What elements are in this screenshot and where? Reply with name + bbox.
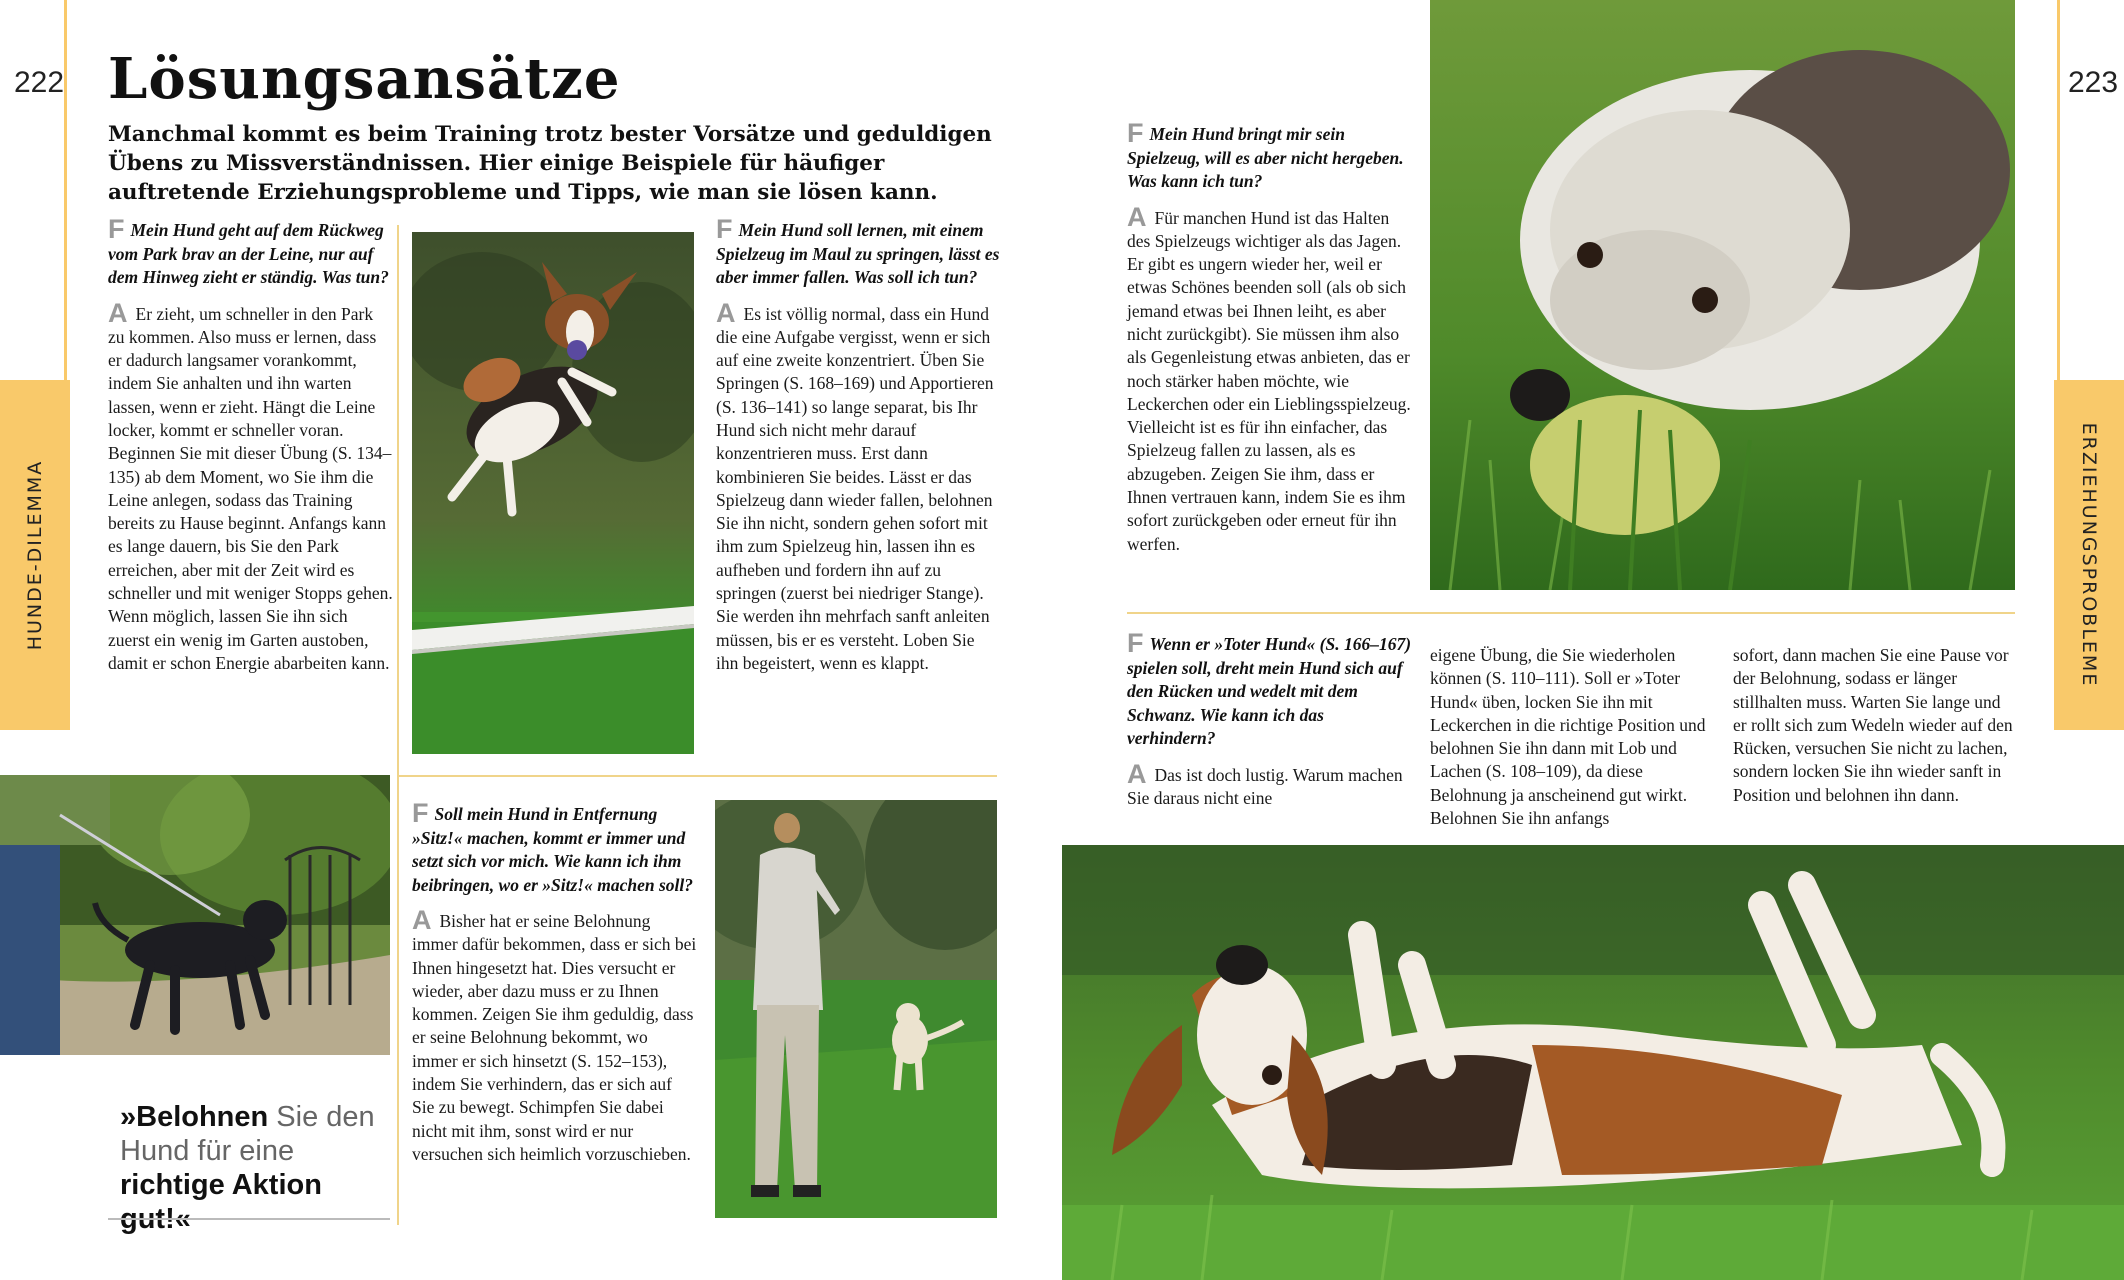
page-edge-line-right xyxy=(2057,0,2060,380)
side-tab-right xyxy=(2054,380,2124,730)
question-text: F Mein Hund bringt mir sein Spielzeug, will es aber nicht hergeben. Was kann ich tun? xyxy=(1127,118,1404,191)
answer-letter: A xyxy=(1127,758,1147,789)
quote-bold-start: »Belohnen xyxy=(120,1101,269,1133)
answer-text: A Es ist völlig normal, dass ein Hund die eine Aufgabe vergisst, wenn er sich auf eine zweite konzentriert. Üben Sie Springen (S. 168–169) und Apportieren (S. 136–141) so lange separat, bis Ihr Hund sich nicht mehr darauf konzentrieren muss. Erst dann kombinieren Sie beides. Lässt er das Spielzeug dann wieder fallen, belohnen Sie ihn nicht, sondern gehen sofort mit ihm zum Spielzeug hin, lassen ihn es aufheben und fordern ihn auf zu springen (zuerst bei niedriger Stange). Sie werden ihn mehrfach sanft anleiten müssen, bis er es versteht. Loben Sie ihn begeistert, wenn es klappt. xyxy=(716,297,994,673)
side-tab-left xyxy=(0,380,70,730)
pull-quote xyxy=(120,1100,382,1236)
answer-letter: A xyxy=(1127,201,1147,232)
question-letter: F xyxy=(1127,628,1144,658)
answer-letter: A xyxy=(412,905,432,935)
qa-block-3 xyxy=(412,798,697,1166)
page-edge-line-left xyxy=(64,0,67,380)
qa-block-5-col3 xyxy=(1733,644,2018,807)
question-letter: F xyxy=(1127,118,1144,148)
side-tab-label-left: HUNDE-DILEMMA xyxy=(24,459,46,651)
photo-terrier-with-ball xyxy=(1430,0,2015,590)
question-letter: F xyxy=(716,214,733,244)
question-letter: F xyxy=(108,214,125,244)
section-divider-left xyxy=(397,775,997,777)
question-text: F Mein Hund soll lernen, mit einem Spielzeug im Maul zu springen, lässt es aber immer fallen. Was soll ich tun? xyxy=(716,214,1000,287)
page-number-right: 223 xyxy=(2068,66,2119,99)
photo-dog-on-leash xyxy=(0,775,390,1055)
question-letter: F xyxy=(412,798,429,828)
answer-text: A Bisher hat er seine Belohnung immer dafür bekommen, dass er sich bei Ihnen hingesetzt hat. Dies versucht er wieder, aber dazu muss er zu Ihnen kommen. Zeigen Sie ihm geduldig, dass er seine Belohnung bekommt, wo immer er sich hinsetzt (S. 152–153), indem Sie verhindern, das er sich auf Sie zu bewegt. Schimpfen Sie dabei nicht mit ihm, sonst wird er nur versuchen sich heimlich vorzuschieben. xyxy=(412,905,697,1164)
page-number-left: 222 xyxy=(14,66,65,99)
qa-block-4 xyxy=(1127,118,1412,556)
qa-block-5 xyxy=(1127,628,1412,810)
quote-normal: Sie den Hund für eine xyxy=(120,1101,375,1167)
section-divider-right xyxy=(1127,612,2015,614)
question-text: F Mein Hund geht auf dem Rückweg vom Park brav an der Leine, nur auf dem Hinweg zieht er ständig. Was tun? xyxy=(108,214,389,287)
photo-basset-rolling xyxy=(1062,845,2124,1280)
qa-block-2 xyxy=(716,214,1001,675)
answer-text-part3: sofort, dann machen Sie eine Pause vor der Belohnung, sodass er länger stillhalten muss. Warten Sie lange und er rollt sich zum Wedeln wieder auf den Rücken, versuchen Sie nicht zu lachen, sondern locken Sie ihn wieder sanft in Position und belohnen ihn dann. xyxy=(1733,645,2013,805)
side-tab-label-right: ERZIEHUNGSPROBLEME xyxy=(2078,422,2100,688)
quote-bold-end: richtige Aktion gut!« xyxy=(120,1169,322,1235)
quote-underline xyxy=(108,1218,390,1220)
answer-text: A Er zieht, um schneller in den Park zu kommen. Also muss er lernen, dass er dadurch langsamer vorankommt, indem Sie anhalten und ihn warten lassen, wenn er zieht. Hängt die Leine locker, kommt er schneller voran. Beginnen Sie mit dieser Übung (S. 134–135) ab dem Moment, wo Sie ihm die Leine anlegen, sodass das Training bereits zu Hause beginnt. Anfangs kann es lange dauern, bis Sie den Park erreichen, aber mit der Zeit wird es schneller und mit weniger Stopps gehen. Wenn möglich, lassen Sie ihn sich zuerst ein wenig im Garten austoben, damit er schon Energie abarbeiten kann. xyxy=(108,297,393,673)
answer-text: A Für manchen Hund ist das Halten des Spielzeugs wichtiger als das Jagen. Er gibt es ungern wieder her, weil er etwas Schönes beenden soll (als ob sich jemand etwas bei Ihnen leiht, es aber nicht zurückgibt). Sie müssen ihm also als Gegenleistung etwas anbieten, das er noch stärker haben möchte, wie Leckerchen oder ein Lieblingsspielzeug. Vielleicht ist es für ihn einfacher, das Spielzeug fallen zu lassen, als es abzugeben. Zeigen Sie ihm, dass er Ihnen vertrauen kann, indem Sie es ihm sofort zurückgeben oder erneut für ihn werfen. xyxy=(1127,201,1411,554)
answer-letter: A xyxy=(108,297,128,328)
photo-jumping-dog xyxy=(412,232,694,754)
column-divider xyxy=(397,225,399,1225)
question-text: F Wenn er »Toter Hund« (S. 166–167) spielen soll, dreht mein Hund sich auf den Rücken und wedelt mit dem Schwanz. Wie kann ich das verhindern? xyxy=(1127,628,1412,748)
page-title: Lösungsansätze xyxy=(108,46,621,112)
photo-woman-dog-sit xyxy=(715,800,997,1218)
qa-block-5-col2 xyxy=(1430,644,1715,830)
qa-block-1 xyxy=(108,214,393,675)
answer-text-part2: eigene Übung, die Sie wiederholen können (S. 110–111). Soll er »Toter Hund« üben, locken Sie ihn mit Leckerchen in die richtige Position und belohnen Sie ihn dann mit Lob und Lachen (S. 108–109), da diese Belohnung ja anscheinend gut wirkt. Belohnen Sie ihn anfangs xyxy=(1430,645,1706,829)
answer-text-part1: A Das ist doch lustig. Warum machen Sie daraus nicht eine xyxy=(1127,758,1403,808)
question-text: F Soll mein Hund in Entfernung »Sitz!« machen, kommt er immer und setzt sich vor mich. Wie kann ich ihm beibringen, wo er »Sitz!« machen soll? xyxy=(412,798,694,895)
intro-text: Manchmal kommt es beim Training trotz bester Vorsätze und geduldigen Übens zu Missverständnissen. Hier einige Beispiele für häufiger auftretende Erziehungsprobleme und Tipps, wie man sie lösen kann. xyxy=(108,122,992,205)
answer-letter: A xyxy=(716,297,736,328)
